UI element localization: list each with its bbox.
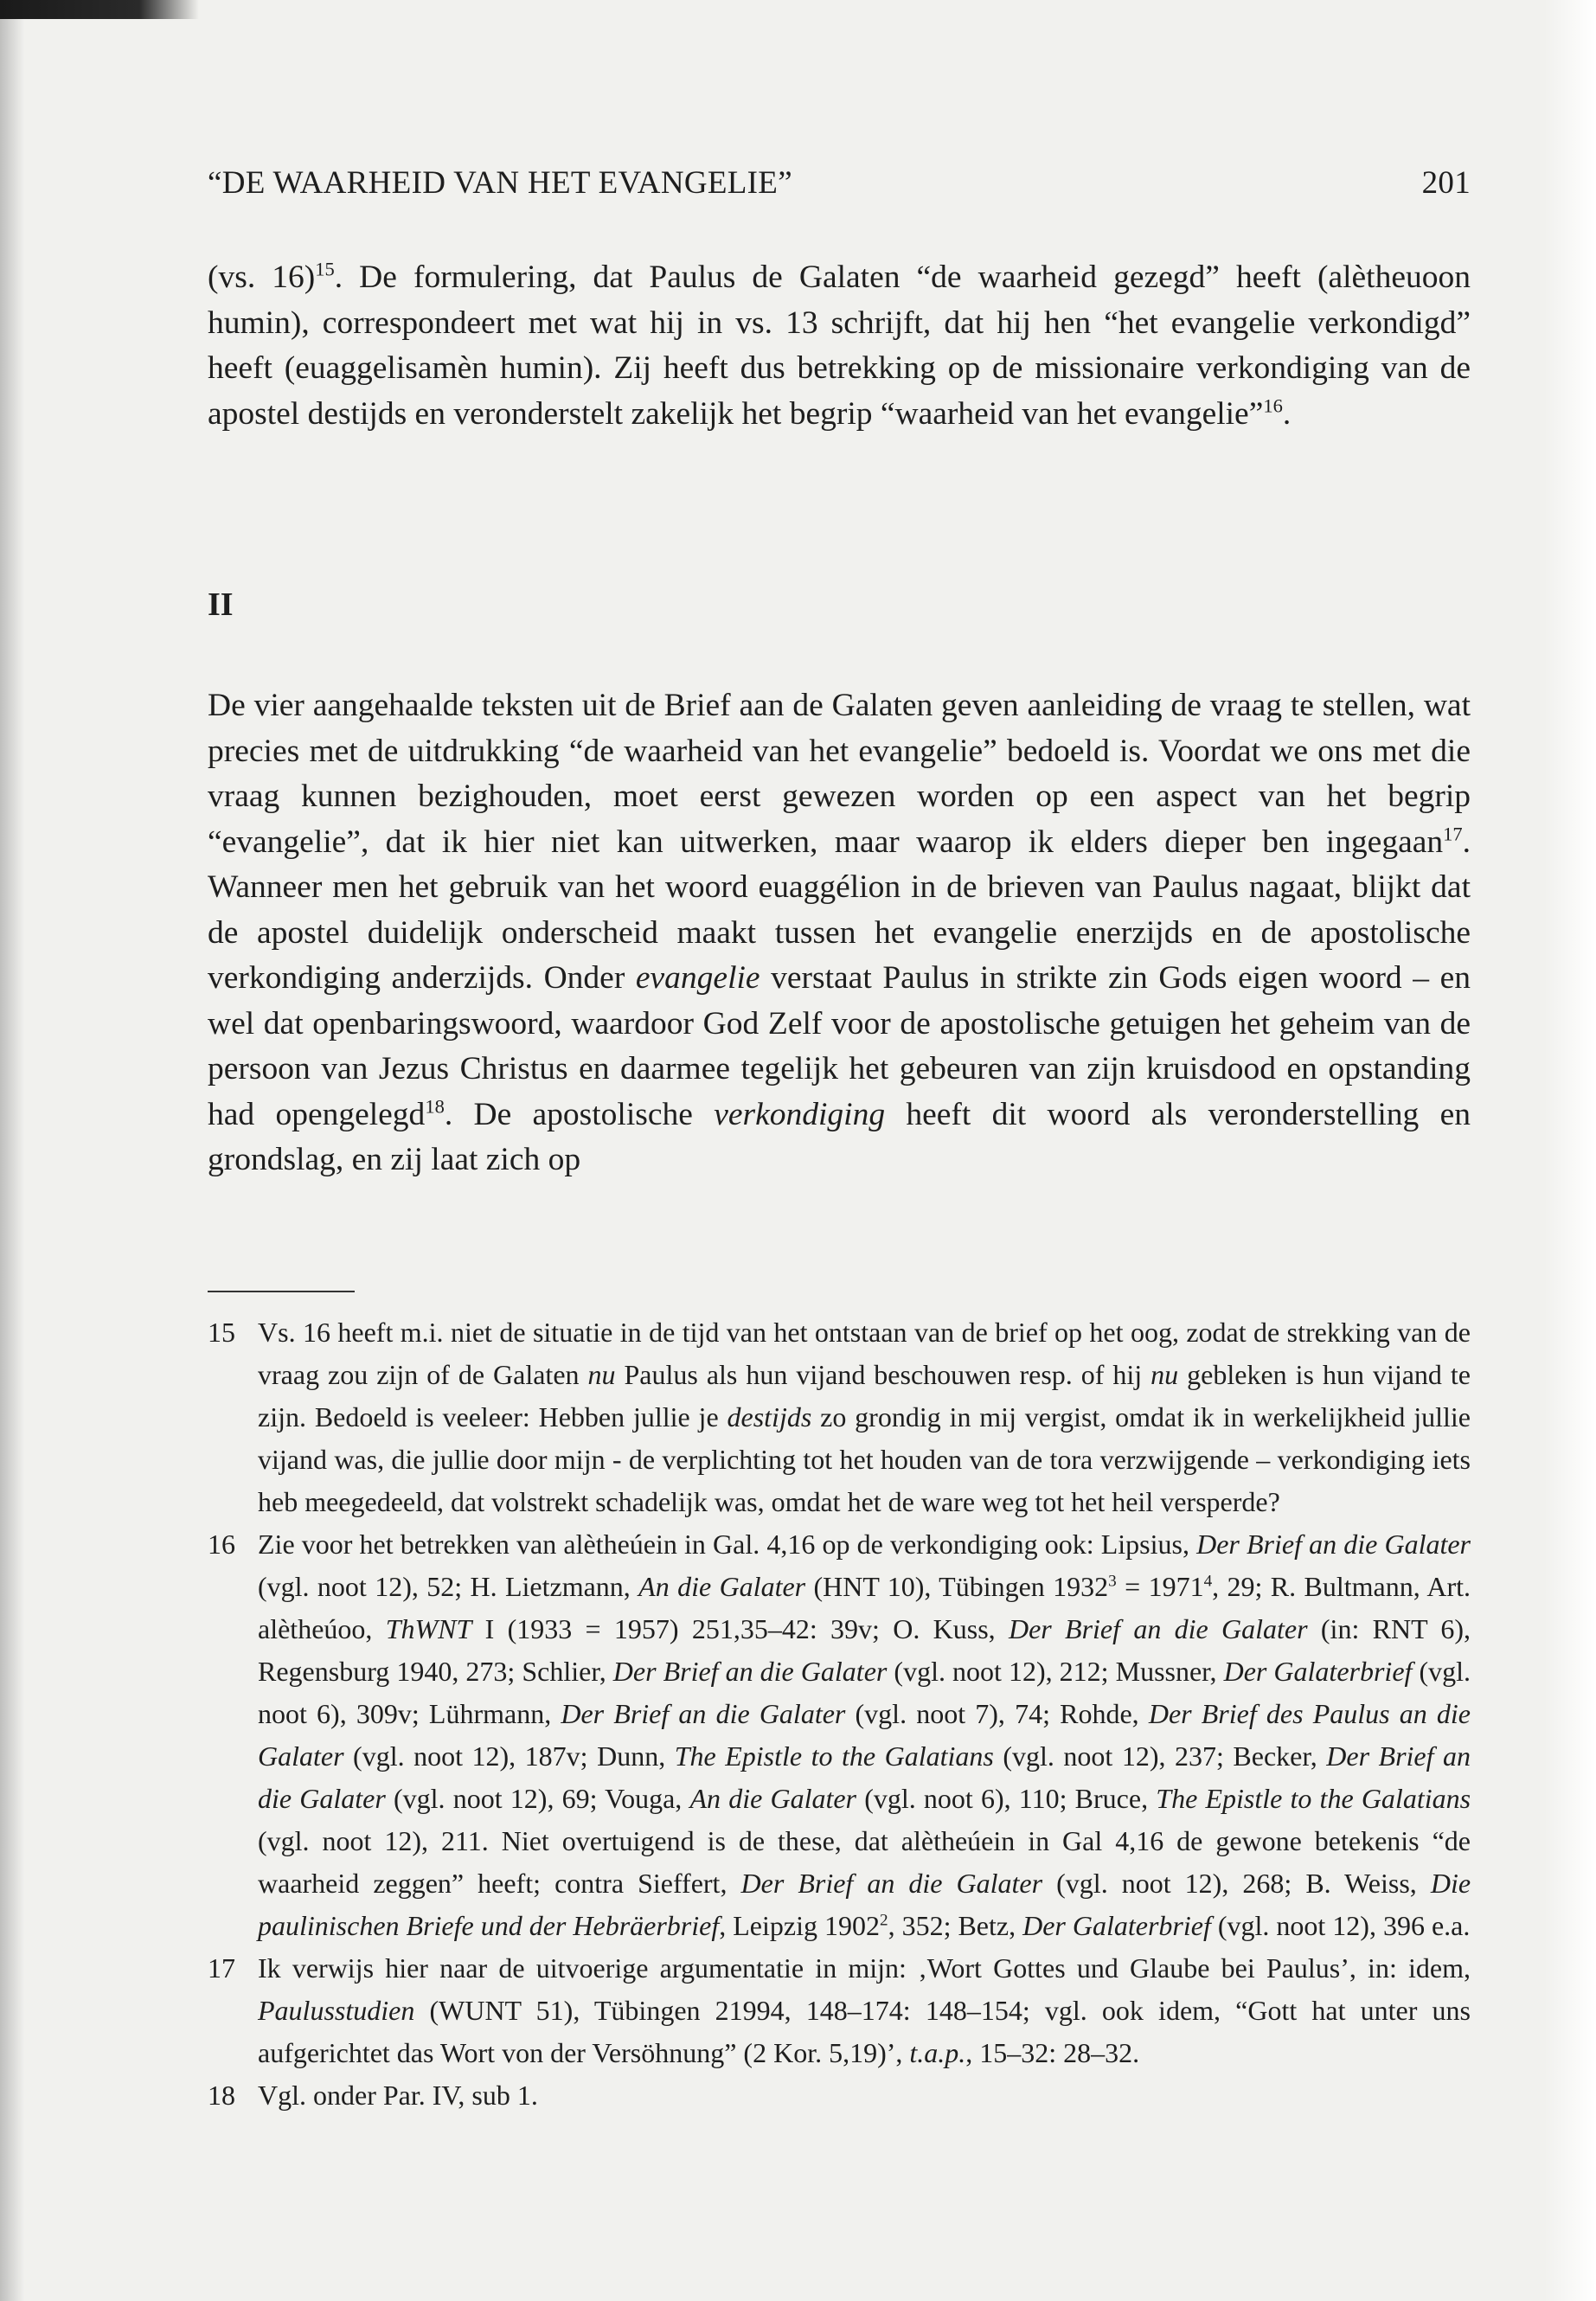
citation-title: Der Brief des Paulus an die Galater <box>258 1698 1471 1772</box>
edition-superscript: 2 <box>879 1911 888 1930</box>
text-run: , 29; R. Bultmann, Art. alètheúoo, <box>258 1571 1471 1644</box>
text-run: zo grondig in mij vergist, omdat ik in werkelijkheid jullie vijand was, die jullie door mijn - de verplichting tot het houden van de tora verzwijgende – verkondiging iets heb meegedeeld, dat volstrekt schadelijk was, omdat het de ware weg tot het heil versperde? <box>258 1401 1471 1517</box>
text-run: , 352; Betz, <box>888 1910 1023 1941</box>
footnote-text <box>258 1523 1471 1947</box>
text-run: (vgl. noot 12), 268; B. Weiss, <box>1042 1868 1431 1899</box>
page-gutter-shadow <box>0 0 24 2301</box>
text-run: Paulus als hun vijand beschouwen resp. of hij <box>615 1359 1151 1390</box>
text-run: (vgl. noot 12), 52; H. Lietzmann, <box>258 1571 639 1602</box>
citation-title: The Epistle to the Galatians <box>674 1740 994 1772</box>
text-run: , Leipzig 1902 <box>719 1910 880 1941</box>
citation-title: nu <box>1151 1359 1179 1390</box>
citation-title: Der Galaterbrief <box>1223 1656 1413 1687</box>
citation-title: Der Galaterbrief <box>1022 1910 1211 1941</box>
text-run: (vgl. noot 12), 211. Niet overtuigend is de these, dat alètheúein in Gal 4,16 de gewone betekenis “de waarheid zeggen” heeft; contra Sieffert, <box>258 1825 1471 1899</box>
running-head-title: “DE WAARHEID VAN HET EVANGELIE” <box>208 165 792 201</box>
text-run: gebleken is hun vijand te zijn. Bedoeld is veeleer: Hebben jullie je <box>258 1359 1471 1433</box>
citation-title: Der Brief an die Galater <box>258 1740 1471 1814</box>
text-run: verstaat Paulus in strikte zin Gods eigen woord – en wel dat openbaringswoord, waardoor God Zelf voor de apostolische getuigen het geheim van de persoon van Jezus Christus en daarmee tegelijk het gebeuren van zijn kruisdood en opstanding had opengelegd <box>208 960 1471 1132</box>
footnote-ref-16[interactable]: 16 <box>1263 394 1283 416</box>
footnote-16 <box>208 1523 1471 1947</box>
footnote-number: 16 <box>208 1529 235 1560</box>
text-run: (HNT 10), Tübingen 1932 <box>805 1571 1109 1602</box>
citation-title: An die Galater <box>638 1571 806 1602</box>
citation-title: Der Brief an die Galater <box>1196 1529 1471 1560</box>
text-run: . De formulering, dat Paulus de Galaten “de waarheid gezegd” heeft (alètheuoon humin), correspondeert met wat hij in vs. 13 schrijft, dat hij hen “het evangelie verkondigd” heeft (euaggelisamèn humin). Zij heeft dus betrekking op de missionaire verkondiging van de apostel destijds en veronderstelt zakelijk het begrip “waarheid van het evangelie” <box>208 260 1471 432</box>
text-run: Vgl. onder Par. IV, sub 1. <box>258 2080 538 2111</box>
text-run: I (1933 = 1957) 251,35–42: 39v; O. Kuss, <box>471 1613 1009 1644</box>
footnote-17 <box>208 1947 1471 2074</box>
footnote-ref-17[interactable]: 17 <box>1443 823 1463 844</box>
paragraph-1 <box>208 255 1471 437</box>
text-run: . De apostolische <box>444 1096 715 1132</box>
edition-superscript: 4 <box>1203 1572 1213 1591</box>
text-run: (vgl. noot 12), 187v; Dunn, <box>343 1740 675 1772</box>
text-run: (vgl. noot 7), 74; Rohde, <box>845 1698 1149 1729</box>
footnote-18 <box>208 2074 1471 2117</box>
text-run: (WUNT 51), Tübingen 21994, 148–174: 148–154; vgl. ook idem, “Gott hat unter uns aufgerichtet das Wort von der Versöhnung” (2 Kor. 5,19)’, <box>258 1995 1471 2068</box>
edition-superscript: 3 <box>1108 1572 1117 1591</box>
running-head <box>208 164 1471 208</box>
text-run: (vgl. noot 12), 396 e.a. <box>1210 1910 1471 1941</box>
text-run: Vs. 16 heeft m.i. niet de situatie in de tijd van het ontstaan van de brief op het oog, zodat de strekking van de vraag zou zijn of de Galaten <box>258 1317 1471 1390</box>
citation-title: Der Brief an die Galater <box>561 1698 846 1729</box>
citation-title: ThWNT <box>385 1613 472 1644</box>
footnote-ref-15[interactable]: 15 <box>315 258 335 280</box>
text-run: heeft dit woord als veronderstelling en grondslag, en zij laat zich op <box>208 1096 1471 1177</box>
text-run: (in: RNT 6), Regensburg 1940, 273; Schlier, <box>258 1613 1471 1687</box>
citation-title: destijds <box>727 1401 812 1433</box>
section-heading: II <box>208 586 234 623</box>
scan-edge-shadow <box>0 0 199 19</box>
text-run: Zie voor het betrekken van alètheúein in Gal. 4,16 op de verkondiging ook: Lipsius, <box>258 1529 1197 1560</box>
text-run: (vs. 16) <box>208 260 316 295</box>
text-run: (vgl. noot 12), 69; Vouga, <box>385 1783 690 1814</box>
footnote-text <box>258 1947 1471 2074</box>
footnote-number: 17 <box>208 1952 235 1984</box>
citation-title: An die Galater <box>689 1783 857 1814</box>
citation-title: Paulusstudien <box>258 1995 415 2026</box>
text-run: , 15–32: 28–32. <box>965 2037 1140 2068</box>
text-run: . <box>1282 395 1292 432</box>
footnote-text <box>258 2074 1471 2117</box>
footnote-separator <box>208 1291 355 1292</box>
paragraph-2 <box>208 683 1471 1183</box>
text-run: Ik verwijs hier naar de uitvoerige argumentatie in mijn: ‚Wort Gottes und Glaube bei Paulus’, in: idem, <box>258 1952 1471 1984</box>
footnote-number: 15 <box>208 1317 235 1348</box>
citation-title: Der Brief an die Galater <box>1008 1613 1308 1644</box>
citation-title: nu <box>587 1359 616 1390</box>
emphasis-evangelie: evangelie <box>635 960 760 996</box>
text-run: (vgl. noot 12), 237; Becker, <box>993 1740 1327 1772</box>
citation-title: t.a.p. <box>909 2037 966 2068</box>
text-run: De vier aangehaalde teksten uit de Brief aan de Galaten geven aanleiding de vraag te stellen, wat precies met de uitdrukking “de waarheid van het evangelie” bedoeld is. Voordat we ons met die vraag kunnen bezighouden, moet eerst gewezen worden op een aspect van het begrip “evangelie”, dat ik hier niet kan uitwerken, maar waarop ik elders dieper ben ingegaan <box>208 688 1471 860</box>
citation-title: Der Brief an die Galater <box>740 1868 1043 1899</box>
footnote-15 <box>208 1311 1471 1523</box>
text-run: = 1971 <box>1116 1571 1204 1602</box>
footnote-text <box>258 1311 1471 1523</box>
page-number: 201 <box>1421 165 1471 201</box>
text-run: . Wanneer men het gebruik van het woord euaggélion in de brieven van Paulus nagaat, blijkt dat de apostel duidelijk onderscheid maakt tussen het evangelie enerzijds en de apostolische verkondiging anderzijds. Onder <box>208 824 1471 996</box>
text-run: (vgl. noot 6), 309v; Lührmann, <box>258 1656 1471 1729</box>
footnote-number: 18 <box>208 2080 235 2111</box>
footnote-ref-18[interactable]: 18 <box>425 1095 445 1117</box>
page-edge-highlight <box>1544 0 1596 2301</box>
text-run: (vgl. noot 12), 212; Mussner, <box>887 1656 1224 1687</box>
text-run: (vgl. noot 6), 110; Bruce, <box>856 1783 1157 1814</box>
citation-title: The Epistle to the Galatians <box>1156 1783 1471 1814</box>
citation-title: Die paulinischen Briefe und der Hebräerbrief <box>258 1868 1471 1941</box>
emphasis-verkondiging: verkondiging <box>714 1096 886 1132</box>
footnotes <box>208 1311 1471 2117</box>
citation-title: Der Brief an die Galater <box>612 1656 888 1687</box>
